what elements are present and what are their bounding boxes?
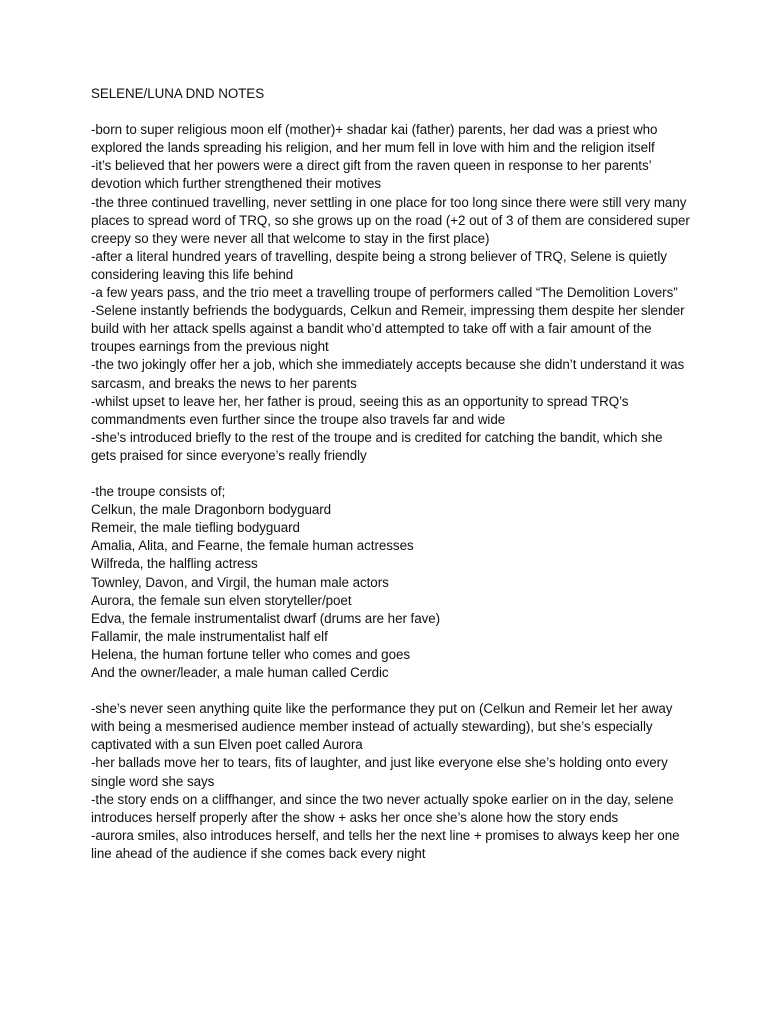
- troupe-list-heading: -the troupe consists of;: [91, 484, 226, 500]
- paragraph-gap: [91, 682, 691, 700]
- note-paragraph: -it’s believed that her powers were a direct gift from the raven queen in response to her parents’ devotion which further strengthened their motives: [91, 158, 652, 192]
- note-paragraph: -whilst upset to leave her, her father is proud, seeing this as an opportunity to spread TRQ’s commandments even further since the troupe also travels far and wide: [91, 393, 629, 427]
- backstory-section: [91, 121, 691, 465]
- troupe-member-line: Aurora, the female sun elven storyteller/poet: [91, 592, 352, 608]
- note-paragraph: -she’s never seen anything quite like the performance they put on (Celkun and Remeir let her away with being a mesmerised audience member instead of actually stewarding), but she’s especially captivated with a sun Elven poet called Aurora: [91, 701, 673, 753]
- troupe-member-line: Townley, Davon, and Virgil, the human male actors: [91, 574, 389, 590]
- note-paragraph: -aurora smiles, also introduces herself, and tells her the next line + promises to always keep her one line ahead of the audience if she comes back every night: [91, 827, 680, 861]
- paragraph-gap: [91, 465, 691, 483]
- note-paragraph: -after a literal hundred years of travelling, despite being a strong believer of TRQ, Selene is quietly considering leaving this life behind: [91, 248, 667, 282]
- document-title: SELENE/LUNA DND NOTES: [91, 86, 265, 101]
- troupe-member-line: And the owner/leader, a male human called Cerdic: [91, 665, 389, 680]
- document-body: [91, 85, 691, 863]
- troupe-member-line: Wilfreda, the halfling actress: [91, 556, 258, 572]
- troupe-member-line: Remeir, the male tiefling bodyguard: [91, 520, 300, 536]
- troupe-list-section: [91, 483, 691, 682]
- note-paragraph: -born to super religious moon elf (mother)+ shadar kai (father) parents, her dad was a priest who explored the lands spreading his religion, and her mum fell in love with him and the religion itself: [91, 122, 658, 156]
- note-paragraph: -she’s introduced briefly to the rest of the troupe and is credited for catching the bandit, which she gets praised for since everyone’s really friendly: [91, 429, 663, 463]
- troupe-member-line: Celkun, the male Dragonborn bodyguard: [91, 502, 332, 518]
- note-paragraph: -the story ends on a cliffhanger, and since the two never actually spoke earlier on in the day, selene introduces herself properly after the show + asks her once she’s alone how the story ends: [91, 791, 674, 825]
- note-paragraph: -her ballads move her to tears, fits of laughter, and just like everyone else she’s holding onto every single word she says: [91, 755, 668, 789]
- troupe-member-line: Amalia, Alita, and Fearne, the female human actresses: [91, 538, 414, 554]
- troupe-member-line: Edva, the female instrumentalist dwarf (drums are her fave): [91, 610, 441, 626]
- note-paragraph: -Selene instantly befriends the bodyguards, Celkun and Remeir, impressing them despite her slender build with her attack spells against a bandit who’d attempted to take off with a fair amount of the troupes earnings from the previous night: [91, 303, 685, 355]
- note-paragraph: -the three continued travelling, never settling in one place for too long since there were still very many places to spread word of TRQ, so she grows up on the road (+2 out of 3 of them are considered super creepy so they were never all that welcome to stay in the first place): [91, 194, 690, 246]
- note-paragraph: -the two jokingly offer her a job, which she immediately accepts because she didn’t understand it was sarcasm, and breaks the news to her parents: [91, 357, 685, 391]
- aurora-section: [91, 700, 691, 863]
- note-paragraph: -a few years pass, and the trio meet a travelling troupe of performers called “The Demolition Lovers”: [91, 285, 678, 301]
- troupe-member-line: Helena, the human fortune teller who comes and goes: [91, 646, 411, 662]
- troupe-member-line: Fallamir, the male instrumentalist half elf: [91, 628, 328, 644]
